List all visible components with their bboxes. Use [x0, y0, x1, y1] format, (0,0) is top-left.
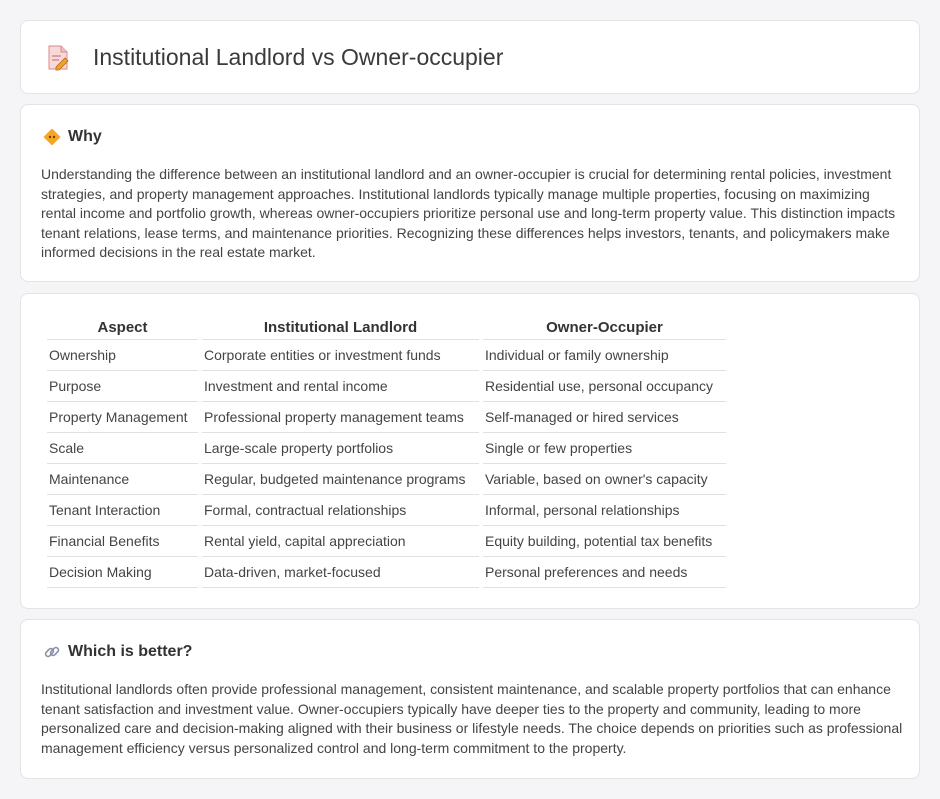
why-card	[20, 104, 920, 282]
cell-aspect: Financial Benefits	[47, 526, 198, 557]
table-row	[47, 433, 726, 464]
diamond-direction-icon	[43, 128, 61, 146]
table-row	[47, 526, 726, 557]
cell-institutional: Data-driven, market-focused	[202, 557, 479, 588]
header-aspect: Aspect	[47, 316, 198, 340]
header-owner-occupier: Owner-Occupier	[483, 316, 726, 340]
link-icon	[43, 643, 61, 661]
why-heading-row	[43, 128, 102, 146]
cell-owner: Single or few properties	[483, 433, 726, 464]
cell-aspect: Scale	[47, 433, 198, 464]
cell-institutional: Professional property management teams	[202, 402, 479, 433]
cell-institutional: Regular, budgeted maintenance programs	[202, 464, 479, 495]
document-edit-icon	[47, 45, 69, 71]
cell-owner: Variable, based on owner's capacity	[483, 464, 726, 495]
title-row	[47, 44, 503, 71]
cell-aspect: Decision Making	[47, 557, 198, 588]
cell-owner: Residential use, personal occupancy	[483, 371, 726, 402]
cell-owner: Equity building, potential tax benefits	[483, 526, 726, 557]
table-row	[47, 495, 726, 526]
better-heading-row	[43, 643, 192, 661]
cell-institutional: Large-scale property portfolios	[202, 433, 479, 464]
cell-institutional: Corporate entities or investment funds	[202, 340, 479, 371]
table-row	[47, 557, 726, 588]
cell-aspect: Tenant Interaction	[47, 495, 198, 526]
comparison-table	[43, 316, 730, 588]
which-better-card	[20, 619, 920, 779]
cell-institutional: Formal, contractual relationships	[202, 495, 479, 526]
cell-aspect: Ownership	[47, 340, 198, 371]
comparison-card	[20, 293, 920, 609]
cell-aspect: Property Management	[47, 402, 198, 433]
table-row	[47, 402, 726, 433]
cell-institutional: Rental yield, capital appreciation	[202, 526, 479, 557]
page-title: Institutional Landlord vs Owner-occupier	[93, 44, 504, 70]
cell-institutional: Investment and rental income	[202, 371, 479, 402]
better-heading: Which is better?	[68, 643, 193, 660]
header-institutional-landlord: Institutional Landlord	[202, 316, 479, 340]
table-row	[47, 464, 726, 495]
table-row	[47, 340, 726, 371]
cell-owner: Informal, personal relationships	[483, 495, 726, 526]
table-header-row	[47, 316, 726, 340]
cell-owner: Individual or family ownership	[483, 340, 726, 371]
why-text: Understanding the difference between an institutional landlord and an owner-occupier is crucial for determining rental policies, investment strategies, and property management approaches. Institutional landlords typically manage multiple properties, focusing on maximizing rental income and portfolio growth, whereas owner-occupiers prioritize personal use and long-term property value. This distinction impacts tenant relations, lease terms, and maintenance priorities. Recognizing these differences helps investors, tenants, and policymakers make informed decisions in the real estate market.	[41, 166, 896, 260]
why-heading: Why	[68, 128, 102, 145]
title-card	[20, 20, 920, 94]
table-row	[47, 371, 726, 402]
cell-aspect: Purpose	[47, 371, 198, 402]
cell-owner: Self-managed or hired services	[483, 402, 726, 433]
cell-owner: Personal preferences and needs	[483, 557, 726, 588]
better-text: Institutional landlords often provide professional management, consistent maintenance, and scalable property portfolios that can enhance tenant satisfaction and investment value. Owner-occupiers typically have deeper ties to the property and community, leading to more personalized care and decision-making aligned with their business or lifestyle needs. The choice depends on priorities such as professional management efficiency versus personalized control and long-term commitment to the property.	[41, 681, 903, 756]
cell-aspect: Maintenance	[47, 464, 198, 495]
